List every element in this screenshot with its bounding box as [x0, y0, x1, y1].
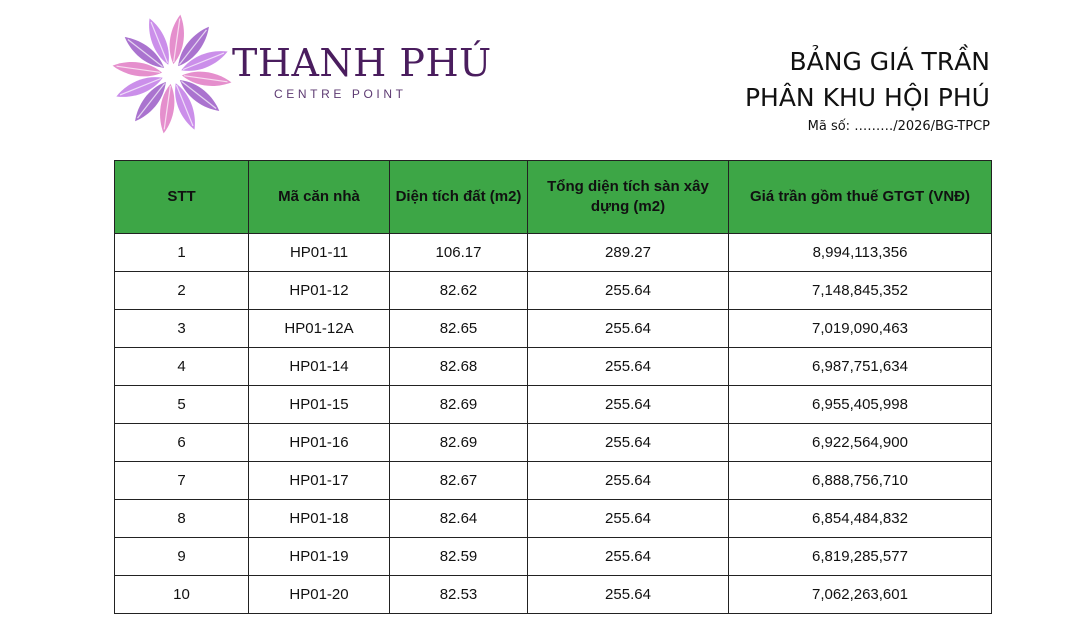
cell-floor-area: 255.64 — [528, 310, 729, 348]
cell-unit-code: HP01-20 — [249, 576, 390, 614]
cell-ceiling-price: 8,994,113,356 — [729, 234, 992, 272]
table-row — [115, 272, 992, 310]
table-row — [115, 348, 992, 386]
cell-unit-code: HP01-15 — [249, 386, 390, 424]
cell-floor-area: 255.64 — [528, 538, 729, 576]
cell-stt: 5 — [115, 386, 249, 424]
cell-land-area: 82.65 — [390, 310, 528, 348]
price-table — [114, 160, 992, 614]
document-title — [745, 44, 990, 116]
cell-stt: 6 — [115, 424, 249, 462]
cell-land-area: 82.67 — [390, 462, 528, 500]
cell-unit-code: HP01-12A — [249, 310, 390, 348]
header-unit-code: Mã căn nhà — [249, 161, 390, 234]
cell-unit-code: HP01-19 — [249, 538, 390, 576]
cell-floor-area: 289.27 — [528, 234, 729, 272]
brand-name: THANH PHÚ — [232, 41, 492, 85]
document-title-line1: BẢNG GIÁ TRẦN — [789, 47, 990, 76]
cell-unit-code: HP01-12 — [249, 272, 390, 310]
cell-floor-area: 255.64 — [528, 576, 729, 614]
logo-center — [163, 65, 181, 83]
document-code: Mã số: ………/2026/BG-TPCP — [807, 119, 990, 134]
document-title-line2: PHÂN KHU HỘI PHÚ — [744, 83, 990, 112]
cell-ceiling-price: 7,019,090,463 — [729, 310, 992, 348]
table-row — [115, 462, 992, 500]
cell-land-area: 82.62 — [390, 272, 528, 310]
header-floor-area: Tổng diện tích sàn xây dựng (m2) — [528, 161, 729, 234]
cell-stt: 4 — [115, 348, 249, 386]
cell-unit-code: HP01-17 — [249, 462, 390, 500]
brand-subtitle: CENTRE POINT — [274, 87, 407, 101]
cell-floor-area: 255.64 — [528, 424, 729, 462]
cell-ceiling-price: 6,955,405,998 — [729, 386, 992, 424]
cell-land-area: 82.53 — [390, 576, 528, 614]
cell-floor-area: 255.64 — [528, 386, 729, 424]
flower-logo-icon — [108, 10, 236, 138]
cell-stt: 10 — [115, 576, 249, 614]
cell-floor-area: 255.64 — [528, 348, 729, 386]
cell-land-area: 82.64 — [390, 500, 528, 538]
table-row — [115, 386, 992, 424]
header-ceiling-price: Giá trần gồm thuế GTGT (VNĐ) — [729, 161, 992, 234]
cell-unit-code: HP01-11 — [249, 234, 390, 272]
table-row — [115, 424, 992, 462]
cell-stt: 9 — [115, 538, 249, 576]
cell-land-area: 106.17 — [390, 234, 528, 272]
cell-land-area: 82.59 — [390, 538, 528, 576]
cell-land-area: 82.69 — [390, 424, 528, 462]
cell-floor-area: 255.64 — [528, 462, 729, 500]
cell-stt: 3 — [115, 310, 249, 348]
table-row — [115, 500, 992, 538]
table-body — [115, 234, 992, 614]
cell-unit-code: HP01-16 — [249, 424, 390, 462]
cell-stt: 1 — [115, 234, 249, 272]
cell-floor-area: 255.64 — [528, 500, 729, 538]
header-stt: STT — [115, 161, 249, 234]
cell-floor-area: 255.64 — [528, 272, 729, 310]
table-row — [115, 576, 992, 614]
flower-logo-svg — [108, 10, 236, 138]
cell-land-area: 82.69 — [390, 386, 528, 424]
cell-land-area: 82.68 — [390, 348, 528, 386]
cell-stt: 2 — [115, 272, 249, 310]
cell-unit-code: HP01-14 — [249, 348, 390, 386]
cell-ceiling-price: 6,888,756,710 — [729, 462, 992, 500]
cell-ceiling-price: 6,854,484,832 — [729, 500, 992, 538]
cell-unit-code: HP01-18 — [249, 500, 390, 538]
cell-ceiling-price: 6,819,285,577 — [729, 538, 992, 576]
header-land-area: Diện tích đất (m2) — [390, 161, 528, 234]
cell-ceiling-price: 7,148,845,352 — [729, 272, 992, 310]
table-header-row — [115, 161, 992, 234]
cell-ceiling-price: 7,062,263,601 — [729, 576, 992, 614]
cell-stt: 8 — [115, 500, 249, 538]
table-row — [115, 310, 992, 348]
cell-ceiling-price: 6,922,564,900 — [729, 424, 992, 462]
cell-ceiling-price: 6,987,751,634 — [729, 348, 992, 386]
table-row — [115, 234, 992, 272]
table-row — [115, 538, 992, 576]
cell-stt: 7 — [115, 462, 249, 500]
